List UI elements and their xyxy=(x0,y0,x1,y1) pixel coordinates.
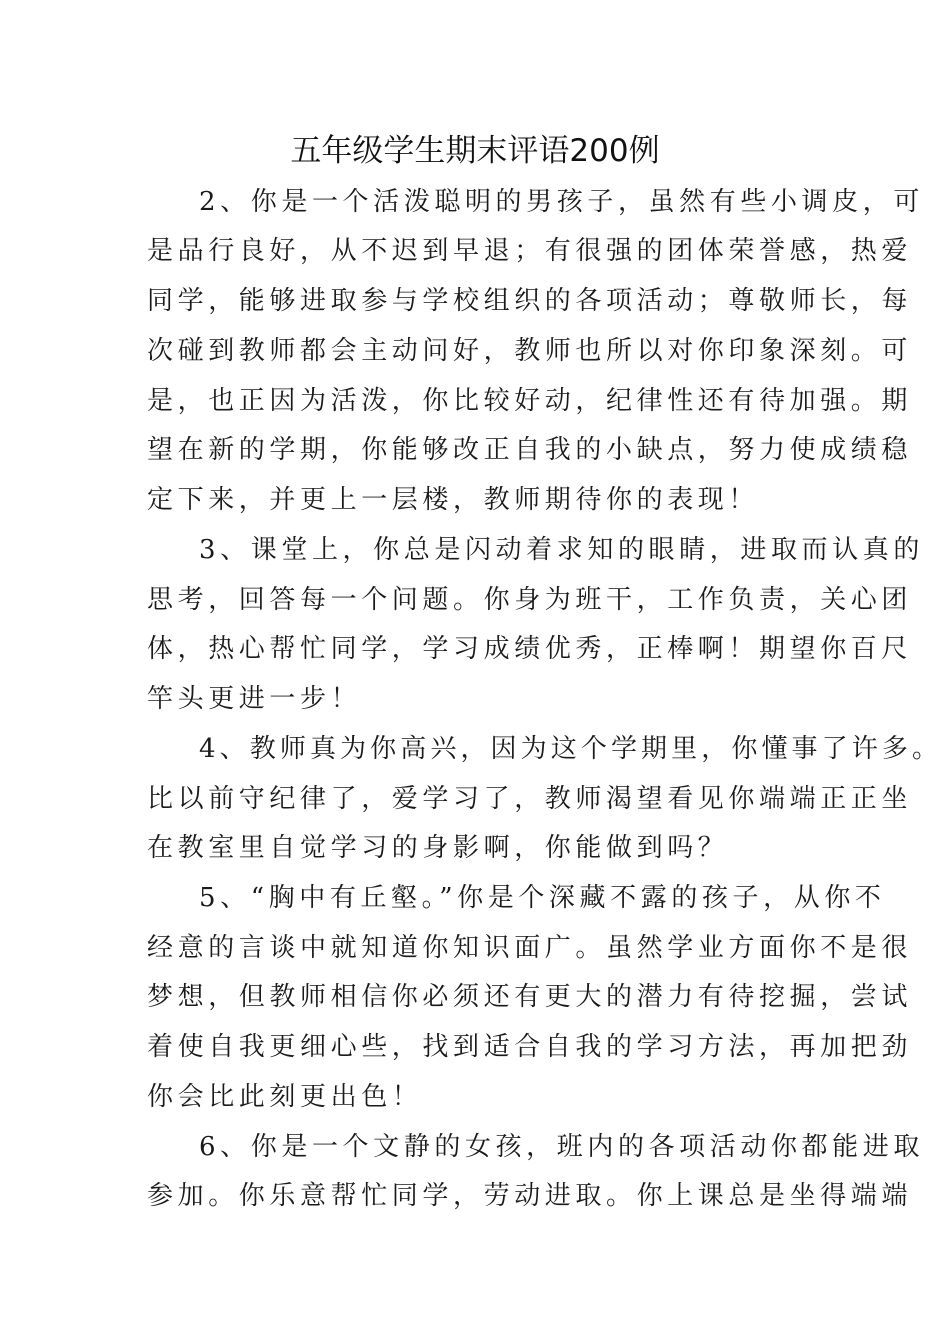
paragraph-4-line-2: 比以前守纪律了，爱学习了，教师渴望看见你端端正正坐 xyxy=(147,784,913,814)
document-title: 五年级学生期末评语200例 xyxy=(290,133,660,169)
paragraph-5-line-4: 着使自我更细心些，找到适合自我的学习方法，再加把劲 xyxy=(147,1032,913,1062)
paragraph-2-line-2: 是品行良好，从不迟到早退；有很强的团体荣誉感，热爱 xyxy=(147,236,913,266)
paragraph-3-line-3: 体，热心帮忙同学，学习成绩优秀，正棒啊！期望你百尺 xyxy=(147,634,913,664)
paragraph-2-line-6: 望在新的学期，你能够改正自我的小缺点，努力使成绩稳 xyxy=(147,435,913,465)
paragraph-2-line-4: 次碰到教师都会主动问好，教师也所以对你印象深刻。可 xyxy=(147,336,913,366)
paragraph-3-line-4: 竿头更进一步！ xyxy=(147,684,362,714)
paragraph-3-line-2: 思考，回答每一个问题。你身为班干，工作负责，关心团 xyxy=(147,585,913,615)
paragraph-6-line-1: 6、你是一个文静的女孩，班内的各项活动你都能进取 xyxy=(199,1132,924,1162)
paragraph-5-line-3: 梦想，但教师相信你必须还有更大的潜力有待挖掘，尝试 xyxy=(147,982,913,1012)
paragraph-3-line-1: 3、课堂上，你总是闪动着求知的眼睛，进取而认真的 xyxy=(199,535,924,565)
paragraph-5-line-1: 5、“胸中有丘壑。”你是个深藏不露的孩子，从你不 xyxy=(199,883,886,913)
paragraph-6-line-2: 参加。你乐意帮忙同学，劳动进取。你上课总是坐得端端 xyxy=(147,1181,913,1211)
paragraph-2-line-7: 定下来，并更上一层楼，教师期待你的表现！ xyxy=(147,485,760,515)
paragraph-4-line-3: 在教室里自觉学习的身影啊，你能做到吗？ xyxy=(147,833,729,863)
paragraph-4-line-1: 4、教师真为你高兴，因为这个学期里，你懂事了许多。 xyxy=(199,734,943,764)
paragraph-5-line-2: 经意的言谈中就知道你知识面广。虽然学业方面你不是很 xyxy=(147,933,913,963)
paragraph-2-line-5: 是，也正因为活泼，你比较好动，纪律性还有待加强。期 xyxy=(147,386,913,416)
paragraph-2-line-3: 同学，能够进取参与学校组织的各项活动；尊敬师长，每 xyxy=(147,286,913,316)
paragraph-5-line-5: 你会比此刻更出色！ xyxy=(147,1082,423,1112)
paragraph-2-line-1: 2、你是一个活泼聪明的男孩子，虽然有些小调皮，可 xyxy=(199,187,924,217)
